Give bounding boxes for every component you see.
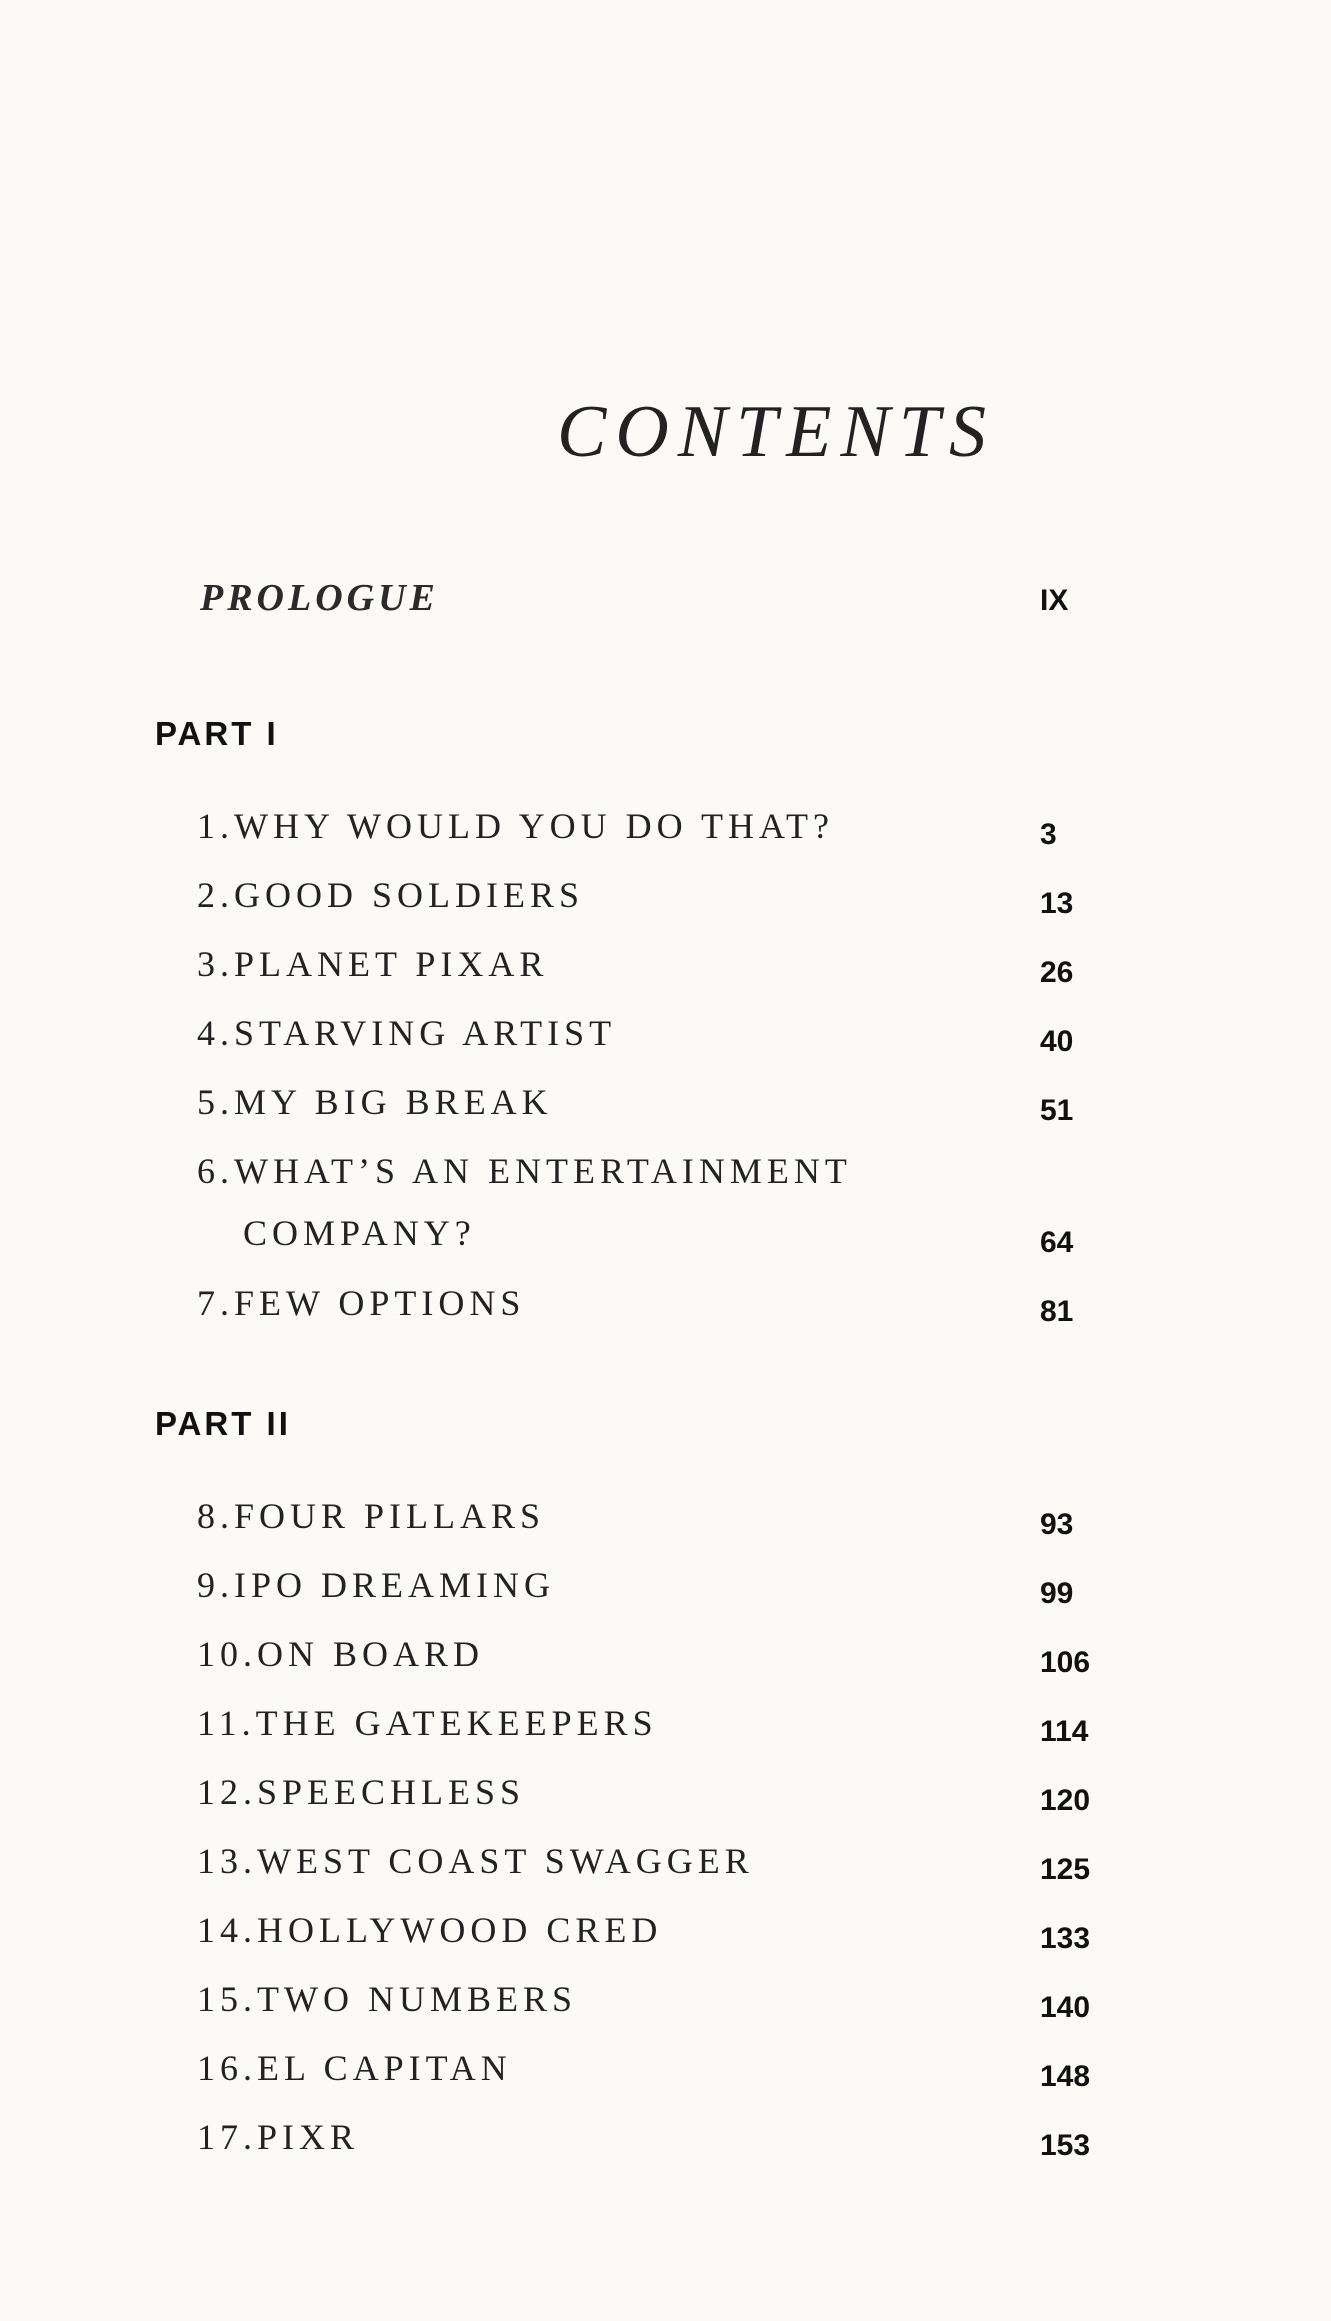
chapter-title: HOLLYWOOD CRED xyxy=(257,1910,663,1950)
chapter-7-page-number: 81 xyxy=(1040,1295,1074,1328)
chapter-5-page-number: 51 xyxy=(1040,1094,1074,1127)
chapter-title: FOUR PILLARS xyxy=(234,1496,546,1536)
chapter-2-page-number: 13 xyxy=(1040,887,1074,920)
chapter-title: WHY WOULD YOU DO THAT? xyxy=(234,806,834,846)
chapter-number: 9. xyxy=(197,1565,234,1605)
chapter-title: WHAT’S AN ENTERTAINMENT xyxy=(234,1151,852,1191)
chapter-title: GOOD SOLDIERS xyxy=(234,875,585,915)
chapter-title: STARVING ARTIST xyxy=(234,1013,617,1053)
chapter-6-title-continued: COMPANY? xyxy=(243,1213,476,1253)
chapter-11-page-number: 114 xyxy=(1040,1715,1089,1748)
chapter-17-entry xyxy=(197,2116,359,2158)
chapter-number: 5. xyxy=(197,1082,234,1122)
page-title: CONTENTS xyxy=(557,391,996,473)
chapter-17-page-number: 153 xyxy=(1040,2129,1091,2162)
chapter-number: 13. xyxy=(197,1841,257,1881)
chapter-12-entry xyxy=(197,1771,525,1813)
chapter-1-page-number: 3 xyxy=(1040,818,1057,851)
chapter-number: 12. xyxy=(197,1772,257,1812)
chapter-4-entry xyxy=(197,1012,616,1054)
chapter-1-entry xyxy=(197,805,834,847)
chapter-16-entry xyxy=(197,2047,512,2089)
chapter-title: SPEECHLESS xyxy=(257,1772,526,1812)
chapter-title: IPO DREAMING xyxy=(234,1565,555,1605)
chapter-15-entry xyxy=(197,1978,577,2020)
part-1-heading: PART I xyxy=(155,715,279,752)
chapter-10-entry xyxy=(197,1633,484,1675)
prologue-page-number: IX xyxy=(1040,584,1069,617)
chapter-number: 8. xyxy=(197,1496,234,1536)
chapter-14-entry xyxy=(197,1909,662,1951)
chapter-15-page-number: 140 xyxy=(1040,1991,1091,2024)
chapter-number: 7. xyxy=(197,1283,234,1323)
chapter-5-entry xyxy=(197,1081,553,1123)
part-2-heading: PART II xyxy=(155,1405,291,1442)
chapter-13-entry xyxy=(197,1840,754,1882)
chapter-number: 17. xyxy=(197,2117,257,2157)
chapter-6-entry xyxy=(197,1150,852,1192)
chapter-11-entry xyxy=(197,1702,658,1744)
chapter-title: TWO NUMBERS xyxy=(257,1979,578,2019)
chapter-number: 3. xyxy=(197,944,234,984)
chapter-number: 14. xyxy=(197,1910,257,1950)
chapter-6-page-number: 64 xyxy=(1040,1226,1074,1259)
prologue-entry: PROLOGUE xyxy=(200,577,439,619)
chapter-number: 10. xyxy=(197,1634,257,1674)
chapter-8-entry xyxy=(197,1495,545,1537)
chapter-title: FEW OPTIONS xyxy=(234,1283,526,1323)
chapter-title: WEST COAST SWAGGER xyxy=(257,1841,754,1881)
chapter-2-entry xyxy=(197,874,584,916)
chapter-title: PIXR xyxy=(257,2117,360,2157)
chapter-number: 16. xyxy=(197,2048,257,2088)
chapter-9-entry xyxy=(197,1564,555,1606)
chapter-title: EL CAPITAN xyxy=(257,2048,512,2088)
chapter-title: ON BOARD xyxy=(257,1634,485,1674)
chapter-3-page-number: 26 xyxy=(1040,956,1074,989)
chapter-number: 4. xyxy=(197,1013,234,1053)
chapter-7-entry xyxy=(197,1282,525,1324)
chapter-title: PLANET PIXAR xyxy=(234,944,549,984)
chapter-4-page-number: 40 xyxy=(1040,1025,1074,1058)
chapter-16-page-number: 148 xyxy=(1040,2060,1091,2093)
chapter-title: MY BIG BREAK xyxy=(234,1082,553,1122)
chapter-number: 2. xyxy=(197,875,234,915)
chapter-9-page-number: 99 xyxy=(1040,1577,1074,1610)
chapter-number: 15. xyxy=(197,1979,257,2019)
chapter-number: 11. xyxy=(197,1703,256,1743)
chapter-title: THE GATEKEEPERS xyxy=(255,1703,658,1743)
chapter-14-page-number: 133 xyxy=(1040,1922,1091,1955)
chapter-13-page-number: 125 xyxy=(1040,1853,1091,1886)
chapter-8-page-number: 93 xyxy=(1040,1508,1074,1541)
chapter-number: 6. xyxy=(197,1151,234,1191)
chapter-3-entry xyxy=(197,943,548,985)
chapter-10-page-number: 106 xyxy=(1040,1646,1091,1679)
chapter-12-page-number: 120 xyxy=(1040,1784,1091,1817)
chapter-number: 1. xyxy=(197,806,234,846)
